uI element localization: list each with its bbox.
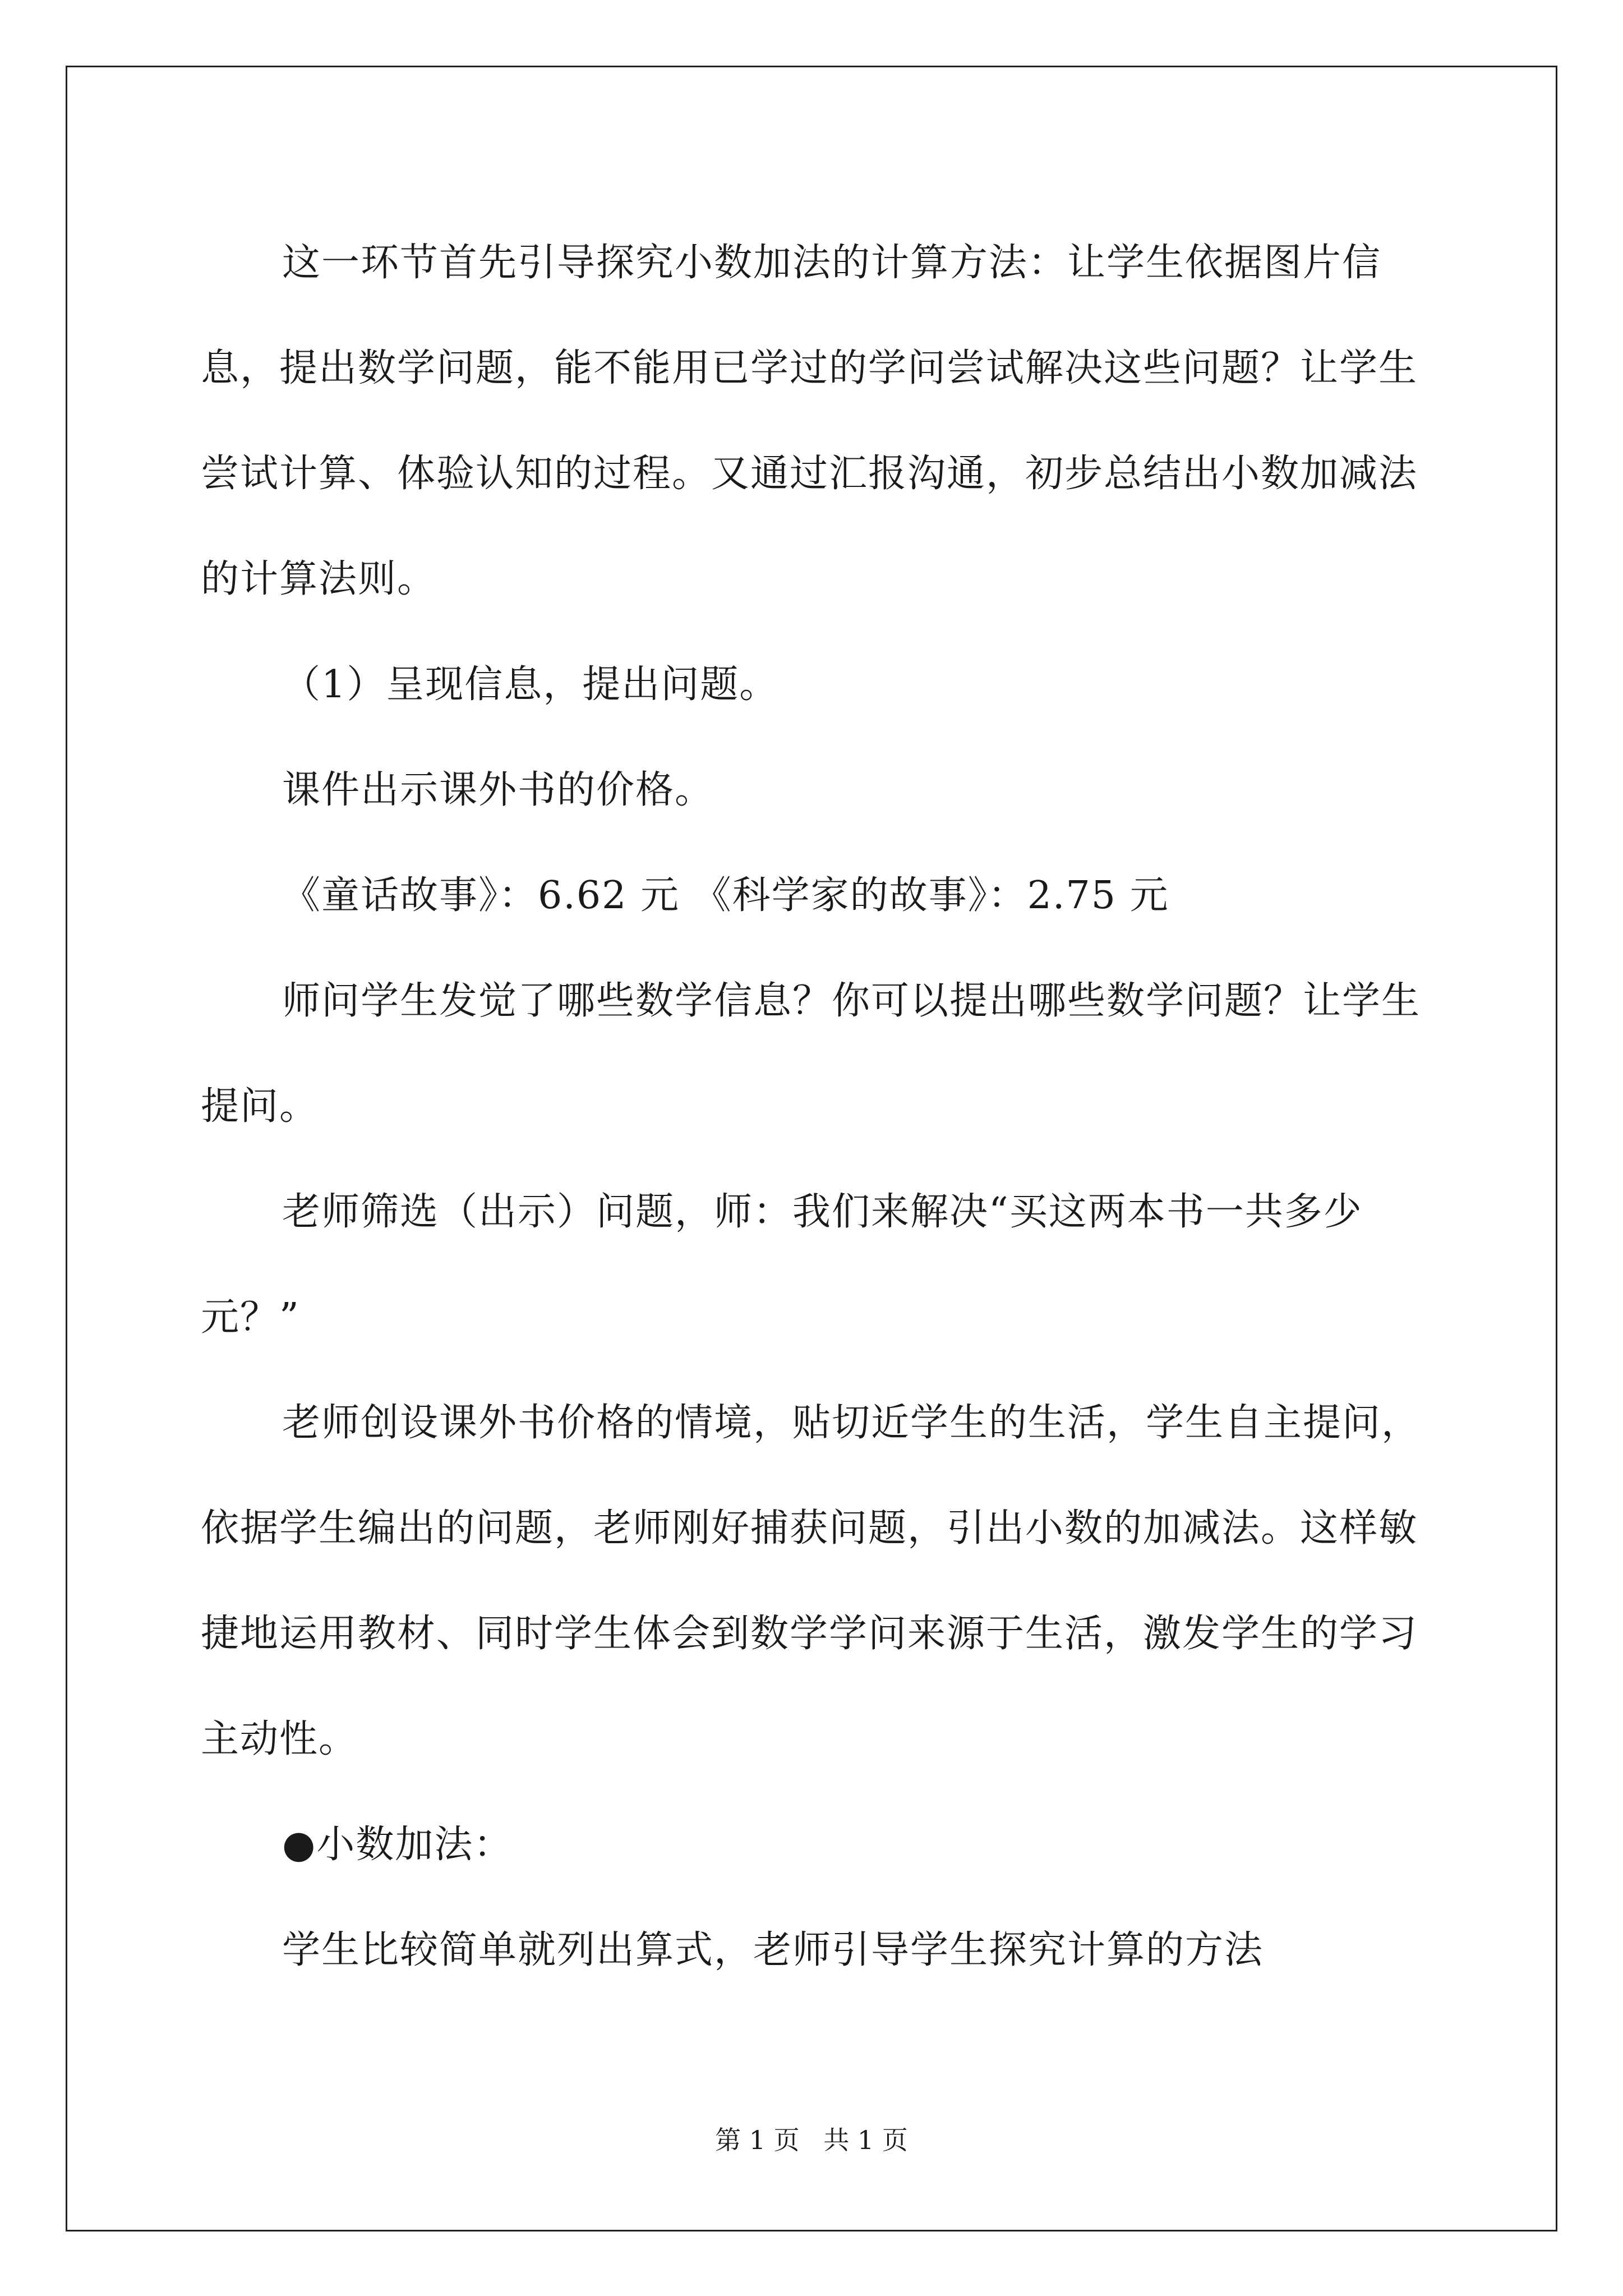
paragraph-courseware: 课件出示课外书的价格。: [282, 768, 714, 812]
page-number-current: 第 1 页: [715, 2125, 800, 2155]
document-body: [201, 210, 1435, 2003]
page-footer: [0, 2123, 1623, 2157]
paragraph-decimal-addition-heading: ●小数加法：: [282, 1823, 513, 1867]
paragraph-problem-selection: 老师筛选（出示）问题，师：我们来解决“买这两本书一共多少元？”: [201, 1190, 1363, 1340]
paragraph-intro: 这一环节首先引导探究小数加法的计算方法：让学生依据图片信息，提出数学问题，能不能用已学过的学问尝试解决这些问题？让学生尝试计算、体验认知的过程。又通过汇报沟通，初步总结出小数加减法的计算法则。: [201, 241, 1418, 601]
paragraph-book-prices: 《童话故事》：6.62 元 《科学家的故事》：2.75 元: [282, 873, 1169, 918]
paragraph-reflection: 老师创设课外书价格的情境，贴切近学生的生活，学生自主提问，依据学生编出的问题，老师刚好捕获问题，引出小数的加减法。这样敏捷地运用教材、同时学生体会到数学学问来源于生活，激发学生的学习主动性。: [201, 1401, 1421, 1761]
paragraph-step-1: （1）呈现信息，提出问题。: [282, 662, 779, 707]
paragraph-teacher-question: 师问学生发觉了哪些数学信息？你可以提出哪些数学问题？让学生提问。: [201, 979, 1421, 1129]
page-number-total: 共 1 页: [823, 2125, 908, 2155]
paragraph-decimal-addition-method: 学生比较简单就列出算式，老师引导学生探究计算的方法: [282, 1928, 1264, 1972]
